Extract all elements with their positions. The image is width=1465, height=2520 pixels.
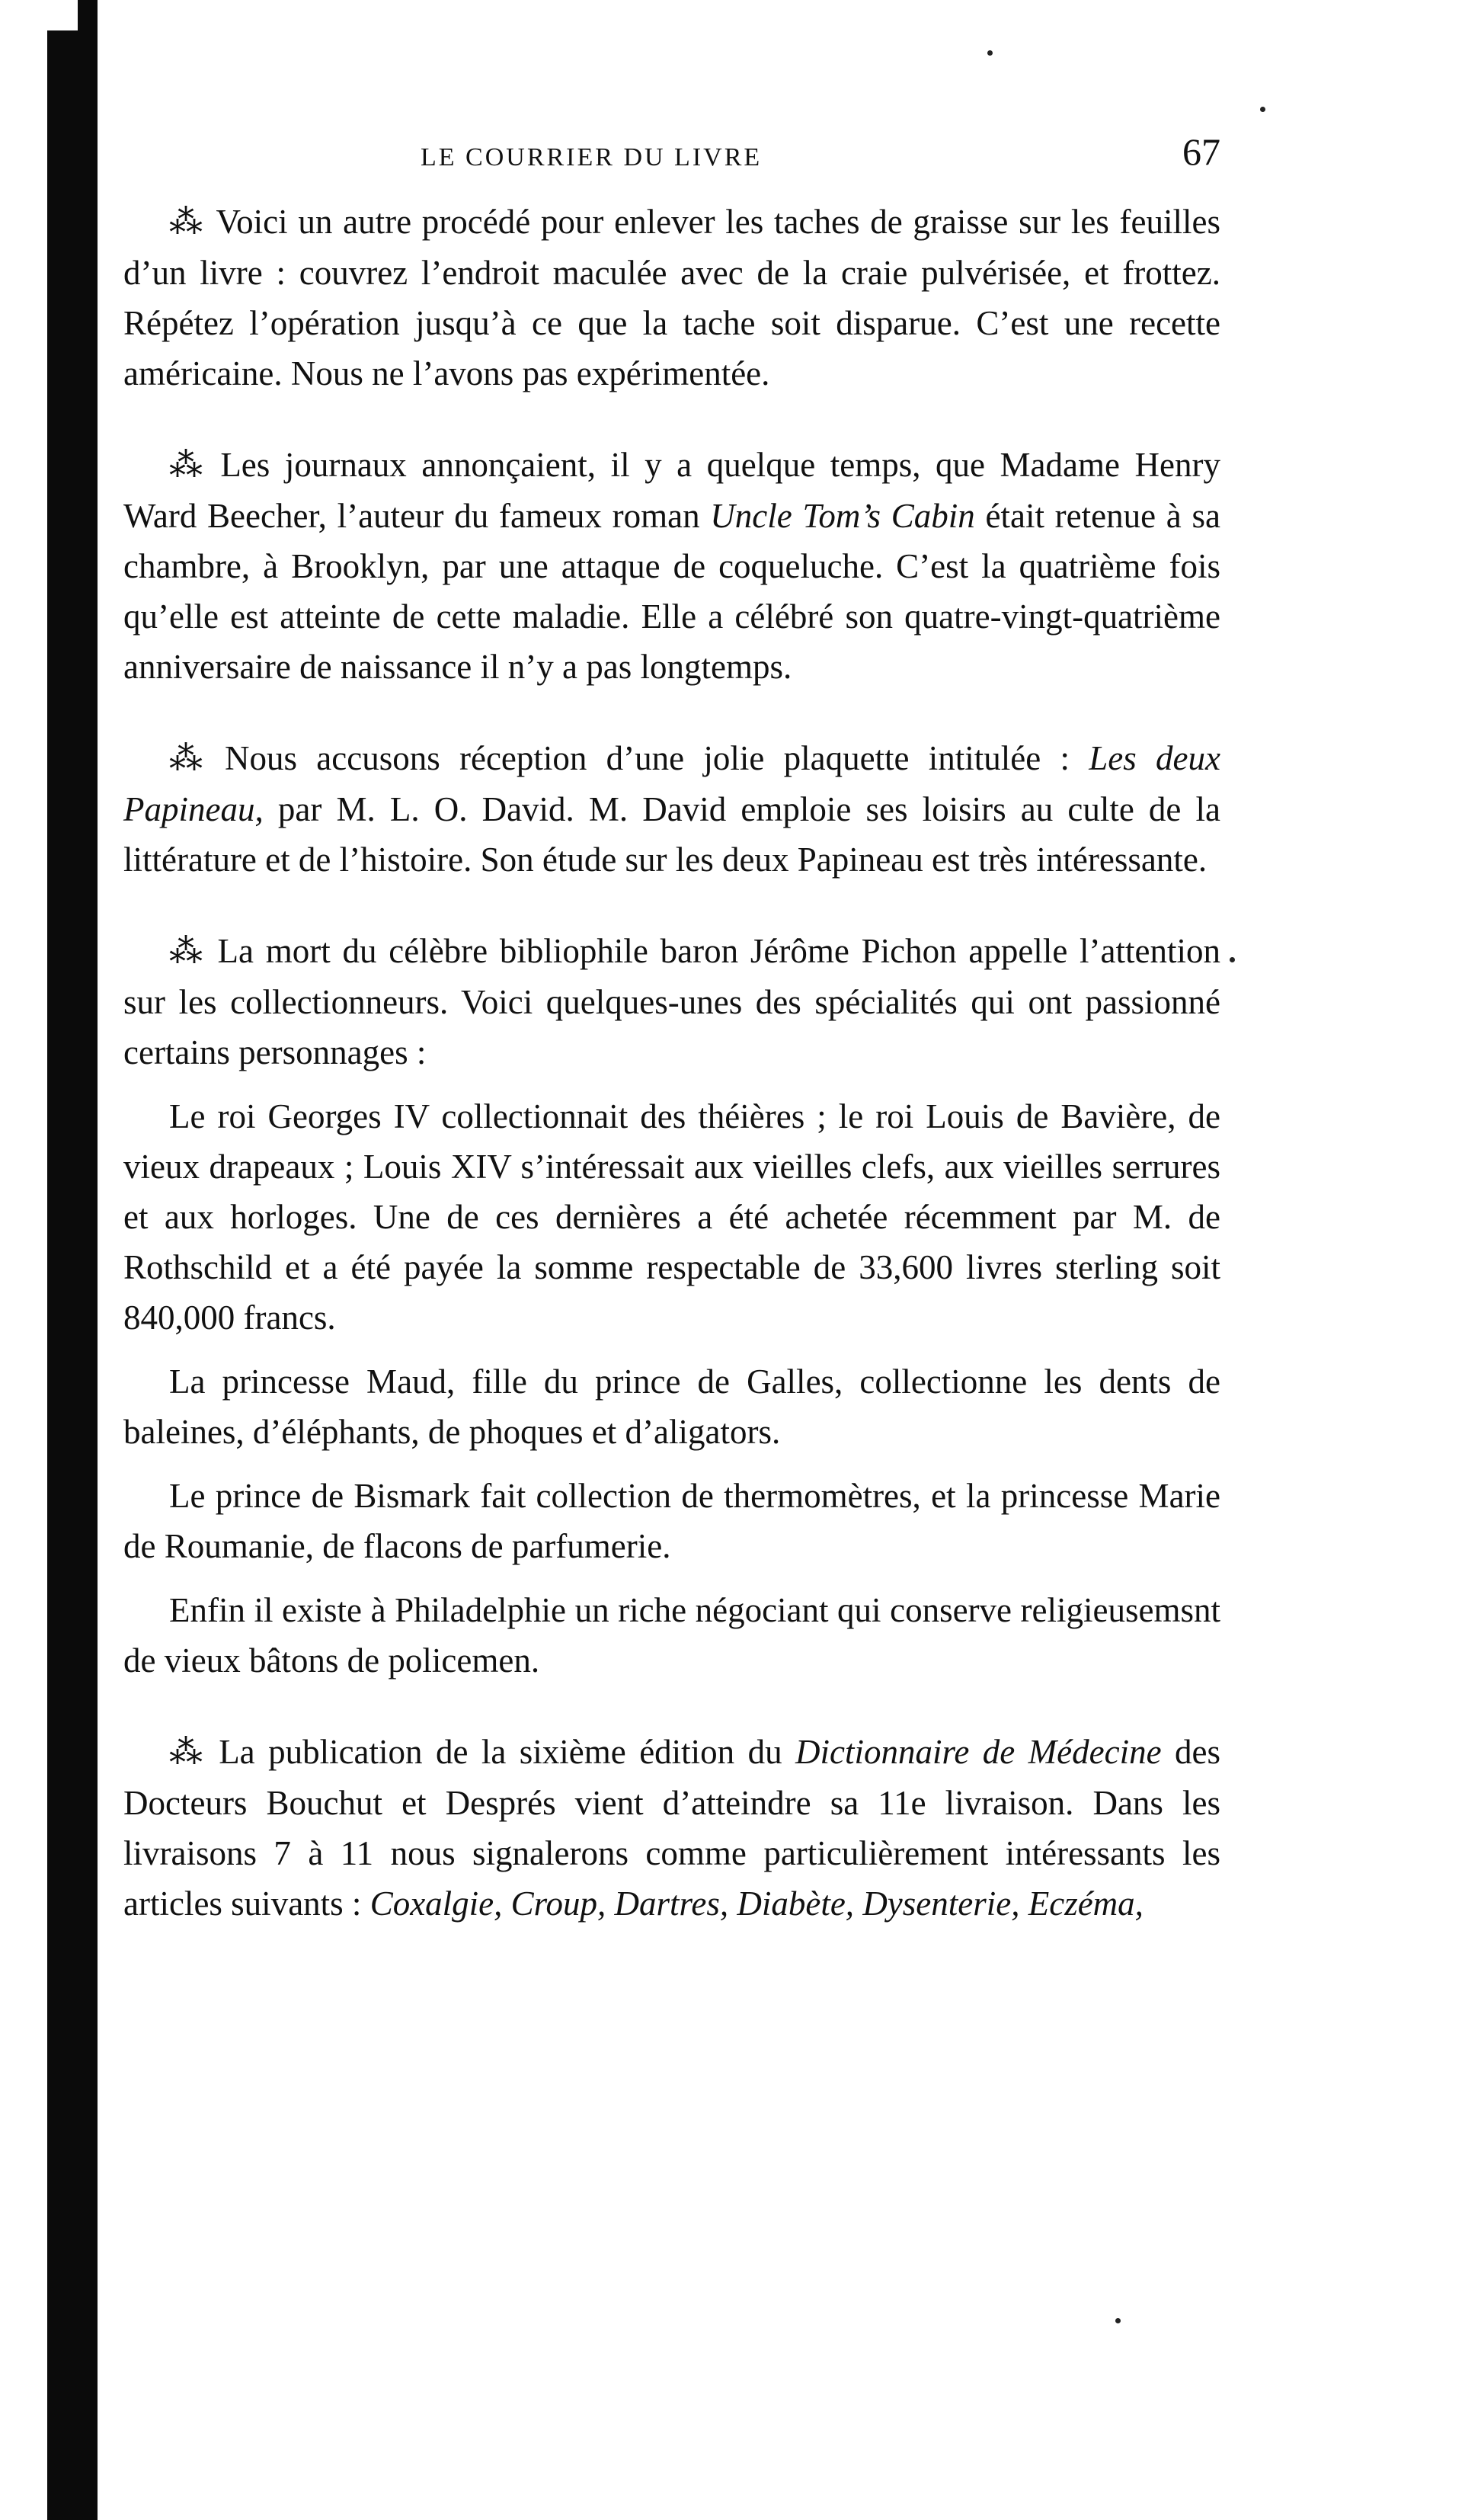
speck xyxy=(1260,107,1265,112)
article-body xyxy=(123,197,1220,1929)
entry-text: par M. L. O. David. M. David emploie ses loisirs au culte de la littérature et de l’histoire. Son étude sur les deux Papineau est très intéressante. xyxy=(123,790,1221,879)
running-head xyxy=(123,128,1220,197)
speck xyxy=(1230,957,1235,962)
article-term: Dartres, xyxy=(614,1884,729,1923)
article-term: Diabète, xyxy=(737,1884,855,1923)
entry-text: La mort du célèbre bibliophile baron Jérôme Pichon appelle l’attention sur les collectionneurs. Voici quelques-unes des spécialités qui ont passionné certains personnages : xyxy=(123,932,1220,1071)
entry-stain-removal xyxy=(123,197,1220,399)
book-page xyxy=(123,128,1220,1970)
entry-text: Nous accusons réception d’une jolie plaquette intitulée : xyxy=(225,739,1070,777)
book-title: Les deux Papineau, xyxy=(123,739,1220,828)
asterism: ⁂ xyxy=(169,740,215,777)
entry-text: Voici un autre procédé pour enlever les taches de graisse sur les feuilles d’un livre : couvrez l’endroit maculée avec de la craie pulvérisée, et frottez. Répétez l’opération jusqu’à ce que la tache soit disparue. C’est une recette américaine. Nous ne l’avons pas expérimentée. xyxy=(123,203,1220,392)
asterism: ⁂ xyxy=(169,1734,209,1771)
page-number: 67 xyxy=(1182,130,1220,173)
entry-papineau xyxy=(123,733,1220,885)
subparagraph-collectors: Le prince de Bismark fait collection de thermomètres, et la princesse Marie de Roumanie, de flacons de parfumerie. xyxy=(123,1477,1220,1565)
article-term: Eczéma, xyxy=(1028,1884,1144,1923)
subparagraph-collectors: Le roi Georges IV collectionnait des théières ; le roi Louis de Bavière, de vieux drapeaux ; Louis XIV s’intéressait aux vieilles clefs, aux vieilles serrures et aux horloges. Une de ces dernières a été achetée récemment par M. de Rothschild et a été payée la somme respectable de 33,600 livres sterling soit 840,000 francs. xyxy=(123,1097,1220,1337)
entry-text: Les journaux annonçaient, il y a quelque temps, que Madame Henry Ward Beecher, l’auteur du fameux roman xyxy=(123,446,1220,535)
entry-text: était retenue à sa chambre, à Brooklyn, par une attaque de coqueluche. C’est la quatrième fois qu’elle est atteinte de cette maladie. Elle a célébré son quatre-vingt-quatrième anniversaire de naissance il n’y a pas longtemps. xyxy=(123,497,1220,686)
subparagraph-collectors: La princesse Maud, fille du prince de Galles, collectionne les dents de baleines, d’éléphants, de phoques et d’aligators. xyxy=(123,1362,1220,1451)
running-head-title: LE COURRIER DU LIVRE xyxy=(421,143,763,171)
entry-text: des Docteurs Bouchut et Després vient d’atteindre sa 11e livraison. Dans les livraisons 7 à 11 nous signalerons comme particulièrement intéressants les articles suivants : xyxy=(123,1733,1221,1923)
entry-dictionnaire xyxy=(123,1727,1220,1929)
entry-text: La publication de la sixième édition du xyxy=(219,1733,782,1771)
asterism: ⁂ xyxy=(169,203,206,241)
article-term: Coxalgie, xyxy=(369,1884,503,1923)
book-title: Dictionnaire de Médecine xyxy=(795,1733,1162,1771)
subparagraph-collectors: Enfin il existe à Philadelphie un riche négociant qui conserve religieusemsnt de vieux bâtons de policemen. xyxy=(123,1591,1220,1679)
speck xyxy=(987,50,993,56)
speck xyxy=(1115,2318,1121,2323)
asterism: ⁂ xyxy=(169,447,210,484)
binding-edge xyxy=(47,0,98,2520)
article-term: Dysenterie, xyxy=(862,1884,1020,1923)
entry-beecher xyxy=(123,440,1220,692)
entry-pichon xyxy=(123,926,1220,1077)
asterism: ⁂ xyxy=(169,933,207,970)
article-term: Croup, xyxy=(510,1884,606,1923)
book-title: Uncle Tom’s Cabin xyxy=(710,497,975,535)
